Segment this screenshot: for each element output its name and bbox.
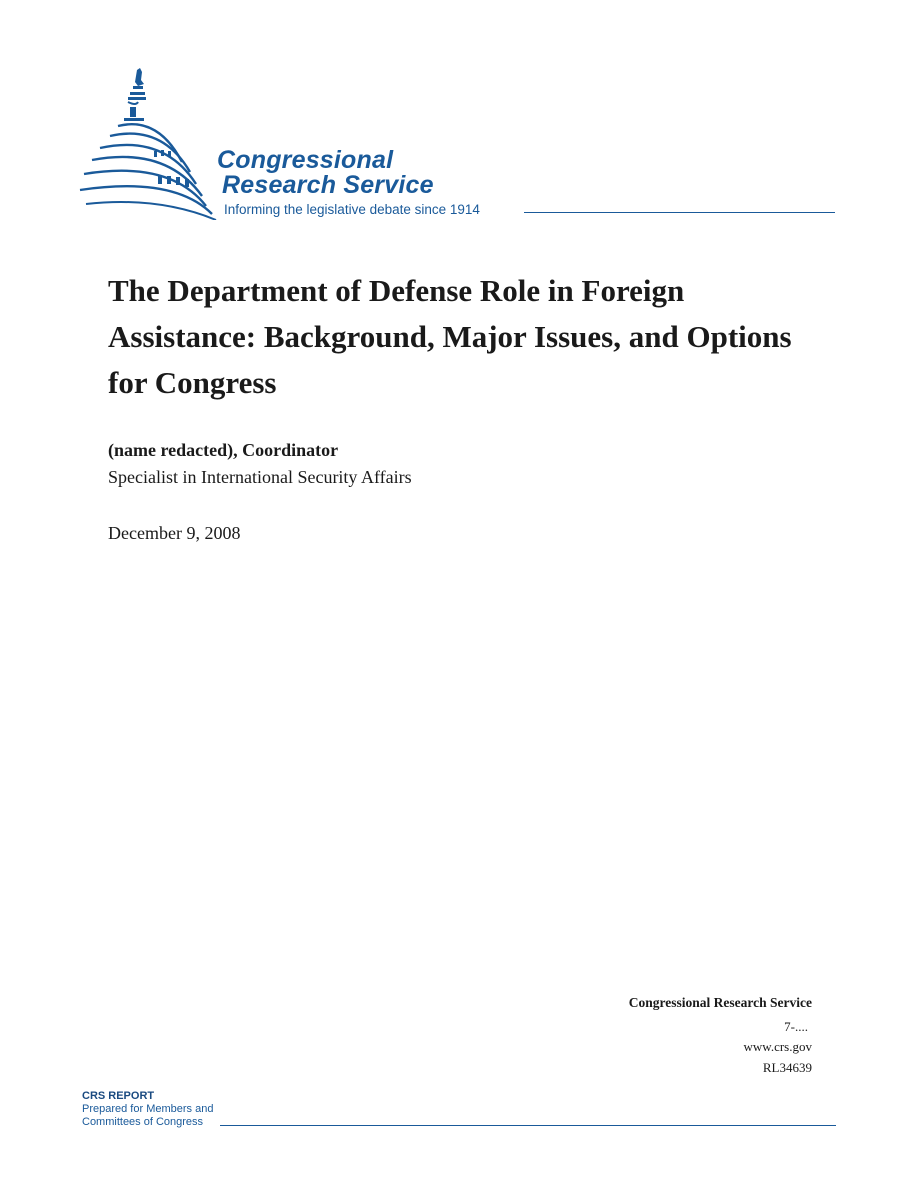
publisher-number: 7-.... <box>784 1018 808 1034</box>
tagline-divider <box>524 212 835 213</box>
footer-label: CRS REPORT <box>82 1090 155 1102</box>
footer-divider <box>220 1125 836 1126</box>
brand-name-line2: Research Service <box>222 171 434 199</box>
capitol-dome-icon <box>78 64 218 220</box>
publisher-url: www.crs.gov <box>743 1039 812 1055</box>
brand-name-line1: Congressional <box>217 146 394 174</box>
footer-line2: Committees of Congress <box>82 1116 204 1128</box>
brand-tagline: Informing the legislative debate since 1914 <box>224 202 480 217</box>
document-title: The Department of Defense Role in Foreign Assistance: Background, Major Issues, and Options for Congress <box>108 273 792 400</box>
footer-line1: Prepared for Members and <box>82 1103 214 1115</box>
report-id: RL34639 <box>762 1060 812 1076</box>
publisher-info <box>512 992 812 1079</box>
author-name: (name redacted), Coordinator <box>108 440 339 460</box>
report-footer <box>82 1090 838 1136</box>
author-affiliation: Specialist in International Security Affairs <box>108 467 412 487</box>
crs-logo <box>78 64 838 224</box>
publication-date: December 9, 2008 <box>108 523 241 543</box>
publisher-org: Congressional Research Service <box>628 995 812 1010</box>
publisher-number-line <box>512 1017 812 1038</box>
